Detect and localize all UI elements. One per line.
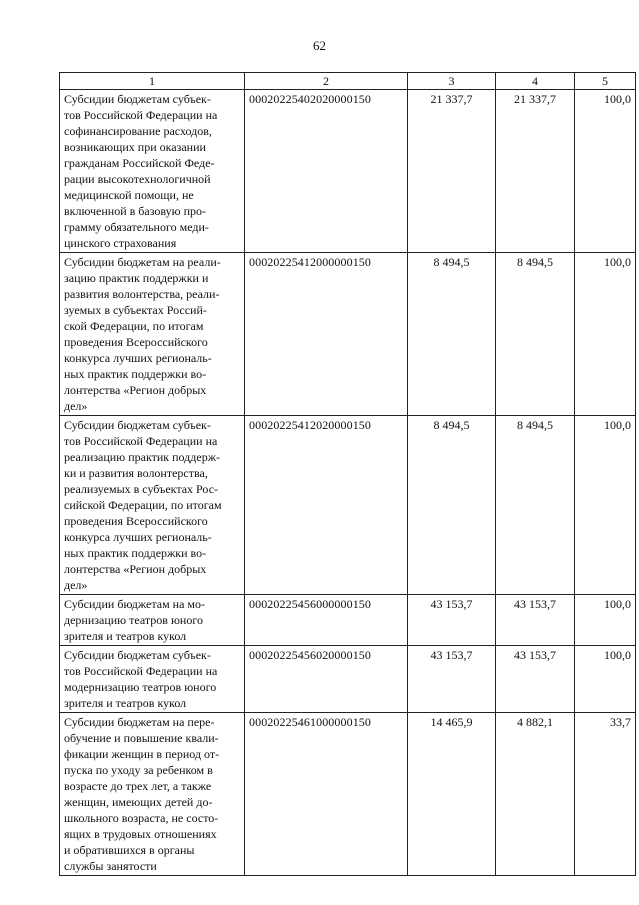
subsidy-description xyxy=(60,595,245,646)
description-line: фикации женщин в период от- xyxy=(64,747,220,761)
description-line: Субсидии бюджетам на мо- xyxy=(64,597,206,611)
subsidy-description xyxy=(60,253,245,416)
description-line: ных практик поддержки во- xyxy=(64,367,207,381)
description-line: ящих в трудовых отношениях xyxy=(64,827,217,841)
description-line: Субсидии бюджетам субъек- xyxy=(64,648,211,662)
execution-percent: 100,0 xyxy=(575,646,636,713)
description-line: проведения Всероссийского xyxy=(64,514,208,528)
fact-amount: 43 153,7 xyxy=(496,595,575,646)
fact-amount: 21 337,7 xyxy=(496,90,575,253)
table-row xyxy=(60,416,636,595)
budget-code: 00020225461000000150 xyxy=(245,713,408,876)
header-col-4: 4 xyxy=(496,73,575,90)
description-line: школьного возраста, не состо- xyxy=(64,811,219,825)
header-col-5: 5 xyxy=(575,73,636,90)
description-line: рации высокотехнологичной xyxy=(64,172,211,186)
budget-code: 00020225456000000150 xyxy=(245,595,408,646)
plan-amount: 43 153,7 xyxy=(408,595,496,646)
description-line: зацию практик поддержки и xyxy=(64,271,209,285)
description-line: женщин, имеющих детей до- xyxy=(64,795,213,809)
description-line: службы занятости xyxy=(64,859,157,873)
description-line: зрителя и театров кукол xyxy=(64,696,187,710)
budget-table xyxy=(59,72,636,876)
fact-amount: 8 494,5 xyxy=(496,416,575,595)
description-line: ки и развития волонтерства, xyxy=(64,466,208,480)
plan-amount: 43 153,7 xyxy=(408,646,496,713)
description-line: конкурса лучших региональ- xyxy=(64,530,212,544)
description-line: софинансирование расходов, xyxy=(64,124,212,138)
description-line: пуска по уходу за ребенком в xyxy=(64,763,213,777)
description-line: дел» xyxy=(64,578,88,592)
description-line: гражданам Российской Феде- xyxy=(64,156,215,170)
description-line: лонтерства «Регион добрых xyxy=(64,562,207,576)
header-col-2: 2 xyxy=(245,73,408,90)
fact-amount: 4 882,1 xyxy=(496,713,575,876)
budget-code: 00020225412020000150 xyxy=(245,416,408,595)
description-line: цинского страхования xyxy=(64,236,177,250)
description-line: Субсидии бюджетам на пере- xyxy=(64,715,215,729)
description-line: проведения Всероссийского xyxy=(64,335,208,349)
table-row xyxy=(60,646,636,713)
subsidy-description xyxy=(60,713,245,876)
execution-percent: 100,0 xyxy=(575,90,636,253)
execution-percent: 100,0 xyxy=(575,595,636,646)
description-line: включенной в базовую про- xyxy=(64,204,207,218)
fact-amount: 43 153,7 xyxy=(496,646,575,713)
plan-amount: 21 337,7 xyxy=(408,90,496,253)
description-line: реализацию практик поддерж- xyxy=(64,450,221,464)
description-line: тов Российской Федерации на xyxy=(64,664,218,678)
description-line: возрасте до трех лет, а также xyxy=(64,779,212,793)
description-line: ных практик поддержки во- xyxy=(64,546,207,560)
plan-amount: 8 494,5 xyxy=(408,416,496,595)
subsidy-description xyxy=(60,90,245,253)
description-line: зуемых в субъектах Россий- xyxy=(64,303,207,317)
subsidy-description xyxy=(60,646,245,713)
description-line: возникающих при оказании xyxy=(64,140,206,154)
description-line: Субсидии бюджетам субъек- xyxy=(64,92,211,106)
table-row xyxy=(60,595,636,646)
budget-code: 00020225456020000150 xyxy=(245,646,408,713)
execution-percent: 100,0 xyxy=(575,416,636,595)
table-row xyxy=(60,90,636,253)
table-body xyxy=(60,90,636,876)
plan-amount: 8 494,5 xyxy=(408,253,496,416)
description-line: и обратившихся в органы xyxy=(64,843,195,857)
description-line: дернизацию театров юного xyxy=(64,613,203,627)
description-line: зрителя и театров кукол xyxy=(64,629,187,643)
description-line: Субсидии бюджетам субъек- xyxy=(64,418,211,432)
description-line: модернизацию театров юного xyxy=(64,680,217,694)
execution-percent: 33,7 xyxy=(575,713,636,876)
table-header xyxy=(60,73,636,90)
description-line: развития волонтерства, реали- xyxy=(64,287,220,301)
subsidy-description xyxy=(60,416,245,595)
description-line: тов Российской Федерации на xyxy=(64,108,218,122)
header-row xyxy=(60,73,636,90)
page-number: 62 xyxy=(313,38,326,53)
description-line: лонтерства «Регион добрых xyxy=(64,383,207,397)
description-line: обучение и повышение квали- xyxy=(64,731,219,745)
description-line: медицинской помощи, не xyxy=(64,188,194,202)
description-line: тов Российской Федерации на xyxy=(64,434,218,448)
table-row xyxy=(60,253,636,416)
description-line: дел» xyxy=(64,399,88,413)
plan-amount: 14 465,9 xyxy=(408,713,496,876)
description-line: ской Федерации, по итогам xyxy=(64,319,204,333)
budget-code: 00020225412000000150 xyxy=(245,253,408,416)
header-col-3: 3 xyxy=(408,73,496,90)
table-row xyxy=(60,713,636,876)
fact-amount: 8 494,5 xyxy=(496,253,575,416)
description-line: Субсидии бюджетам на реали- xyxy=(64,255,221,269)
description-line: реализуемых в субъектах Рос- xyxy=(64,482,219,496)
description-line: сийской Федерации, по итогам xyxy=(64,498,222,512)
execution-percent: 100,0 xyxy=(575,253,636,416)
description-line: конкурса лучших региональ- xyxy=(64,351,212,365)
budget-code: 00020225402020000150 xyxy=(245,90,408,253)
description-line: грамму обязательного меди- xyxy=(64,220,209,234)
header-col-1: 1 xyxy=(60,73,245,90)
